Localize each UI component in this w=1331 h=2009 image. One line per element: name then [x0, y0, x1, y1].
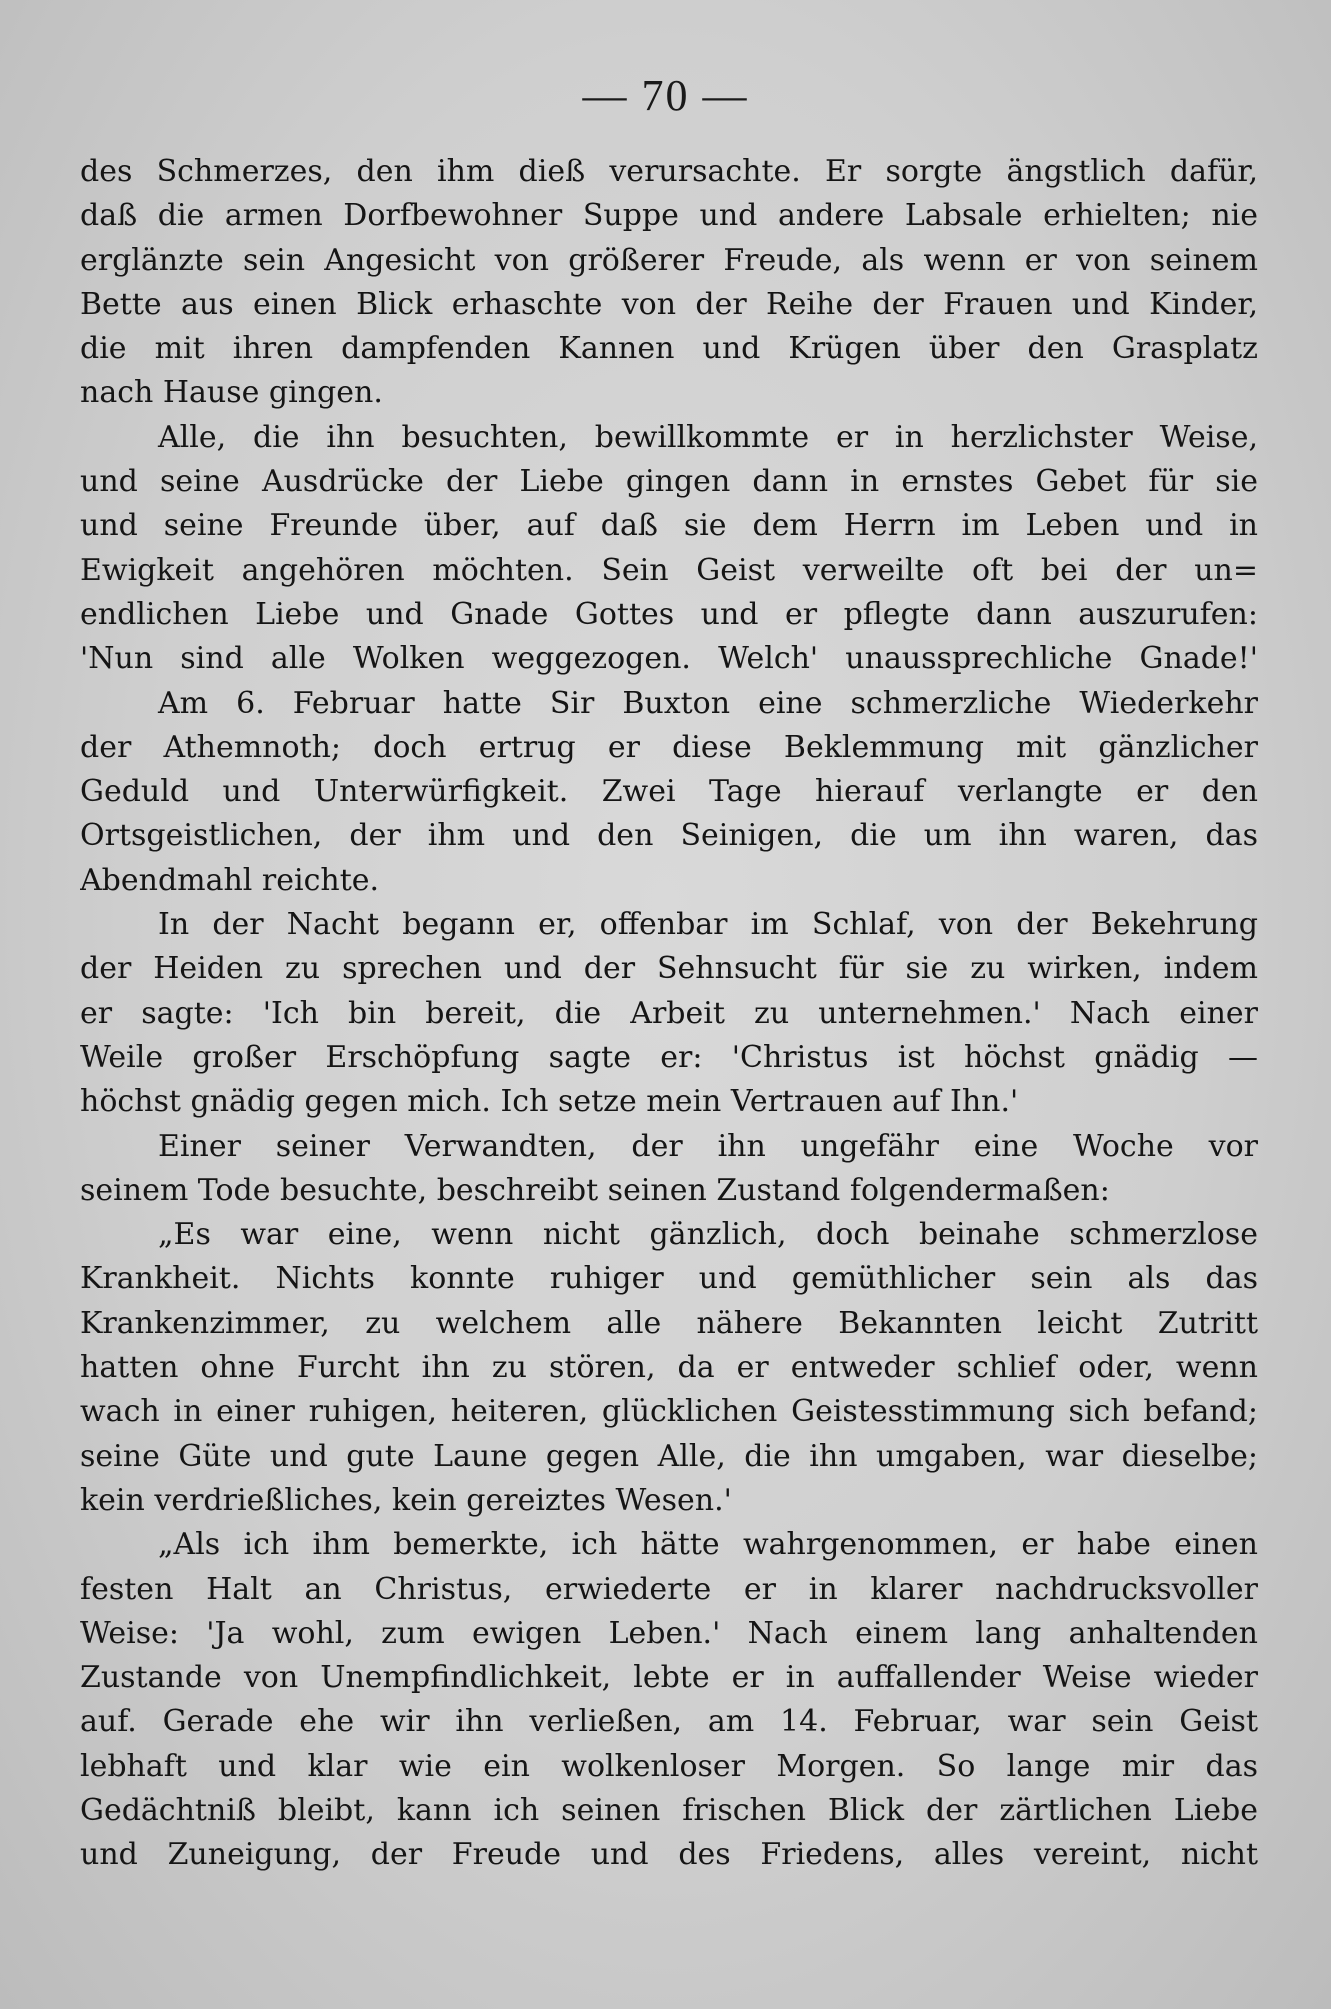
text-line: kein verdrießliches, kein gereiztes Wesen.'	[80, 1482, 732, 1518]
text-line: und Zuneigung, der Freude und des Friedens, alles vereint, nicht	[80, 1837, 1258, 1873]
text-line: daß die armen Dorfbewohner Suppe und andere Labsale erhielten; nie	[80, 198, 1258, 234]
text-line: und seine Freunde über, auf daß sie dem Herrn im Leben und in	[80, 508, 1258, 544]
text-line: die mit ihren dampfenden Kannen und Krügen über den Grasplatz	[80, 331, 1258, 367]
text-line: In der Nacht begann er, offenbar im Schlaf, von der Bekehrung	[158, 907, 1258, 943]
text-line: Gedächtniß bleibt, kann ich seinen frischen Blick der zärtlichen Liebe	[80, 1792, 1258, 1828]
text-line: und seine Ausdrücke der Liebe gingen dann in ernstes Gebet für sie	[80, 464, 1258, 500]
text-line: der Athemnoth; doch ertrug er diese Beklemmung mit gänzlicher	[80, 729, 1258, 765]
text-line: „Als ich ihm bemerkte, ich hätte wahrgenommen, er habe einen	[158, 1527, 1258, 1563]
text-line: Alle, die ihn besuchten, bewillkommte er in herzlichster Weise,	[158, 419, 1258, 455]
text-line: Krankheit. Nichts konnte ruhiger und gemüthlicher sein als das	[80, 1261, 1258, 1297]
text-line: festen Halt an Christus, erwiederte er in klarer nachdrucksvoller	[80, 1571, 1258, 1607]
text-line: seinem Tode besuchte, beschreibt seinen Zustand folgendermaßen:	[80, 1172, 1110, 1208]
text-line: Bette aus einen Blick erhaschte von der Reihe der Frauen und Kinder,	[80, 286, 1258, 322]
body-text	[80, 150, 1258, 1878]
text-line: höchst gnädig gegen mich. Ich setze mein Vertrauen auf Ihn.'	[80, 1084, 1019, 1120]
text-line: lebhaft und klar wie ein wolkenloser Morgen. So lange mir das	[80, 1748, 1258, 1784]
text-line: Weile großer Erschöpfung sagte er: 'Christus ist höchst gnädig —	[80, 1039, 1258, 1075]
text-line: Zustande von Unempfindlichkeit, lebte er in auffallender Weise wieder	[80, 1660, 1258, 1696]
text-line: nach Hause gingen.	[80, 375, 383, 411]
text-line: er sagte: 'Ich bin bereit, die Arbeit zu unternehmen.' Nach einer	[80, 995, 1258, 1031]
text-line: hatten ohne Furcht ihn zu stören, da er entweder schlief oder, wenn	[80, 1350, 1258, 1386]
text-line: seine Güte und gute Laune gegen Alle, die ihn umgaben, war dieselbe;	[80, 1438, 1258, 1474]
text-line: Am 6. Februar hatte Sir Buxton eine schmerzliche Wiederkehr	[158, 685, 1258, 721]
text-line: Einer seiner Verwandten, der ihn ungefähr eine Woche vor	[158, 1128, 1258, 1164]
text-line: des Schmerzes, den ihm dieß verursachte. Er sorgte ängstlich dafür,	[80, 154, 1258, 189]
text-line: auf. Gerade ehe wir ihn verließen, am 14. Februar, war sein Geist	[80, 1704, 1258, 1740]
text-line: erglänzte sein Angesicht von größerer Freude, als wenn er von seinem	[80, 242, 1258, 278]
text-line: Geduld und Unterwürfigkeit. Zwei Tage hierauf verlangte er den	[80, 774, 1258, 810]
text-line: Weise: 'Ja wohl, zum ewigen Leben.' Nach einem lang anhaltenden	[80, 1615, 1258, 1651]
text-line: „Es war eine, wenn nicht gänzlich, doch beinahe schmerzlose	[158, 1217, 1258, 1253]
text-line: endlichen Liebe und Gnade Gottes und er pflegte dann auszurufen:	[80, 596, 1258, 632]
text-line: Krankenzimmer, zu welchem alle nähere Bekannten leicht Zutritt	[80, 1305, 1258, 1341]
text-line: Abendmahl reichte.	[80, 862, 380, 898]
text-line: Ewigkeit angehören möchten. Sein Geist verweilte oft bei der un=	[80, 552, 1258, 588]
text-line: der Heiden zu sprechen und der Sehnsucht für sie zu wirken, indem	[80, 951, 1258, 987]
page-number: — 70 —	[582, 71, 749, 120]
text-line: wach in einer ruhigen, heiteren, glücklichen Geistesstimmung sich befand;	[80, 1394, 1258, 1430]
text-line: Ortsgeistlichen, der ihm und den Seinigen, die um ihn waren, das	[80, 818, 1258, 854]
text-line: 'Nun sind alle Wolken weggezogen. Welch' unaussprechliche Gnade!'	[80, 641, 1258, 677]
